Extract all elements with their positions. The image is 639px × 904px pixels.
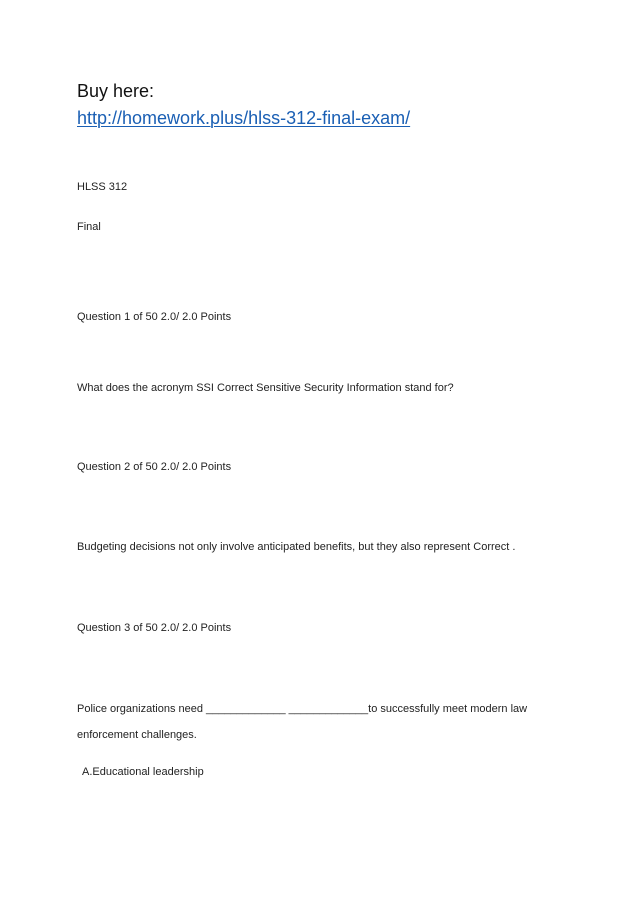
question-1-text: What does the acronym SSI Correct Sensitive Security Information stand for? <box>77 382 454 394</box>
question-1-header: Question 1 of 50 2.0/ 2.0 Points <box>77 311 232 323</box>
question-3-option-a: A.Educational leadership <box>82 766 204 778</box>
question-3-text-line-1: Police organizations need _____________ _____________to successfully meet modern law <box>77 703 528 715</box>
exam-title: Final <box>77 221 101 233</box>
purchase-link[interactable]: http://homework.plus/hlss-312-final-exam/ <box>77 108 411 128</box>
buy-here-label: Buy here: <box>77 81 155 101</box>
question-3-header: Question 3 of 50 2.0/ 2.0 Points <box>77 622 232 634</box>
question-2-text: Budgeting decisions not only involve anticipated benefits, but they also represent Correct . <box>77 541 516 553</box>
course-code: HLSS 312 <box>77 181 128 193</box>
question-2-header: Question 2 of 50 2.0/ 2.0 Points <box>77 461 232 473</box>
question-3-text-line-2: enforcement challenges. <box>77 729 197 741</box>
